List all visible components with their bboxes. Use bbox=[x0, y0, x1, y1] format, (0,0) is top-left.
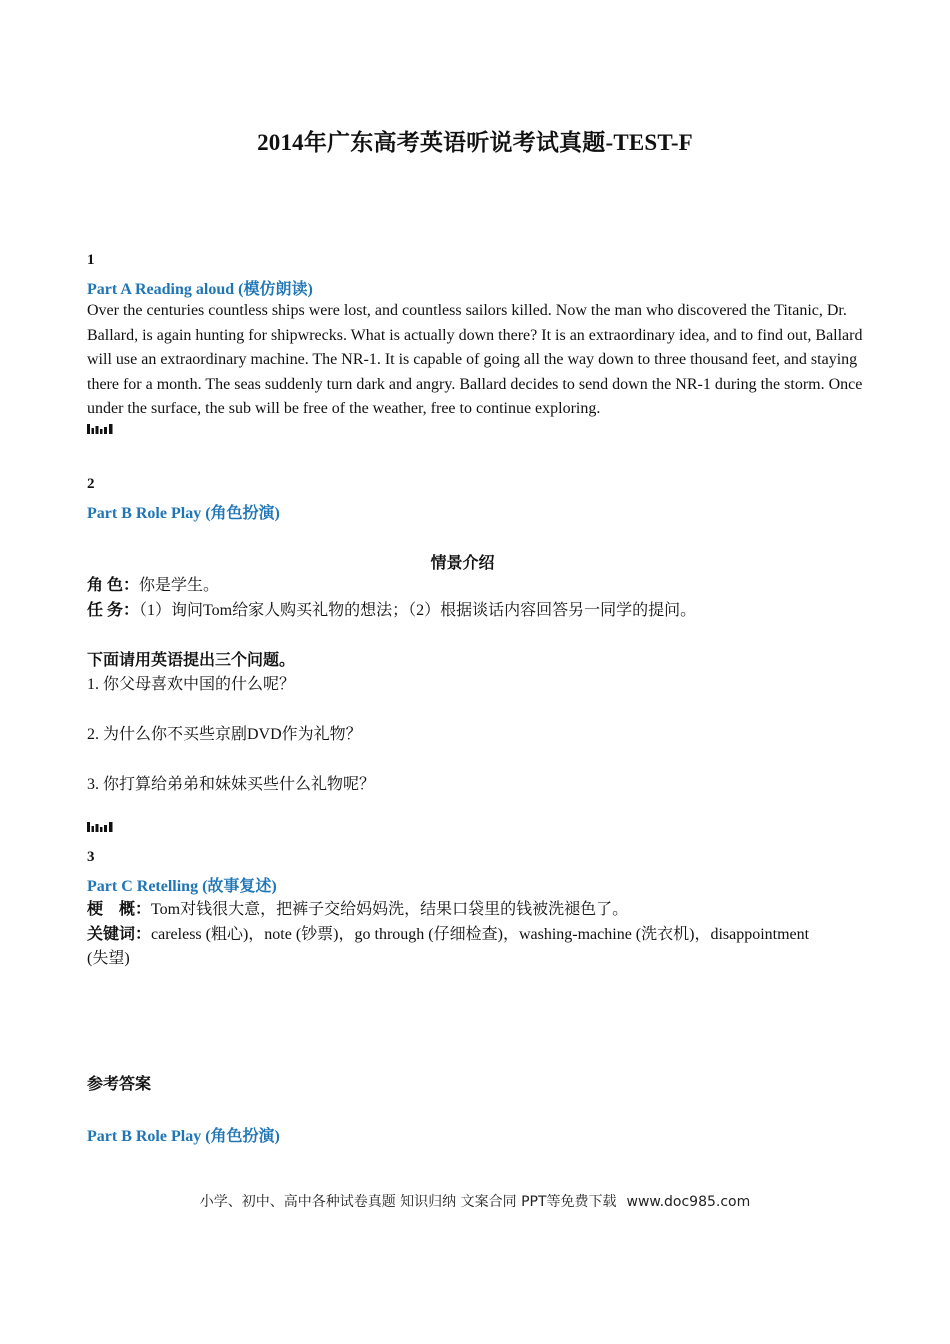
keywords-continuation: (失望) bbox=[87, 950, 130, 967]
answers-heading: 参考答案 bbox=[87, 1076, 152, 1093]
role-line bbox=[87, 574, 219, 598]
answers-part-b-heading: Part B Role Play (角色扮演) bbox=[87, 1128, 280, 1145]
audio-waveform-icon[interactable] bbox=[87, 821, 115, 833]
role-text: 你是学生。 bbox=[139, 577, 220, 594]
page-footer bbox=[0, 1191, 950, 1211]
page-title: 2014年广东高考英语听说考试真题-TEST-F bbox=[257, 130, 693, 155]
question-item: 1. 你父母喜欢中国的什么呢？ bbox=[87, 676, 296, 693]
section-number-1: 1 bbox=[87, 252, 95, 268]
part-c-heading: Part C Retelling (故事复述) bbox=[87, 878, 277, 895]
footer-url[interactable]: www.doc985.com bbox=[626, 1194, 751, 1210]
footer-text: 小学、初中、高中各种试卷真题 知识归纳 文案合同 PPT等免费下载 bbox=[199, 1194, 617, 1210]
question-instruction: 下面请用英语提出三个问题。 bbox=[87, 652, 296, 669]
question-item: 3. 你打算给弟弟和妹妹买些什么礼物呢？ bbox=[87, 776, 376, 793]
part-b-heading: Part B Role Play (角色扮演) bbox=[87, 505, 280, 522]
summary-line bbox=[87, 898, 628, 922]
keywords-text: careless (粗心)，note (钞票)，go through (仔细检查)，washing-machine (洗衣机)，disappointment bbox=[151, 926, 810, 943]
section-number-3: 3 bbox=[87, 849, 95, 865]
scenario-title: 情景介绍 bbox=[430, 555, 495, 572]
question-item: 2. 为什么你不买些京剧DVD作为礼物？ bbox=[87, 726, 362, 743]
section-number-2: 2 bbox=[87, 476, 95, 492]
task-text: （1）询问Tom给家人购买礼物的想法；（2）根据谈话内容回答另一同学的提问。 bbox=[139, 602, 697, 619]
keywords-label: 关键词： bbox=[87, 926, 152, 943]
reading-passage: Over the centuries countless ships were lost, and countless sailors killed. Now the man who discovered the Titanic, Dr. Ballard, is again hunting for shipwrecks. What is actually down there? It is an extraordinary idea, and to find out, Ballard will use an extraordinary machine. The NR-1. It is capable of going all the way down to three thousand feet, and staying there for a month. The seas suddenly turn dark and angry. Ballard decides to send down the NR-1 during the storm. Once under the surface, the sub will be free of the weather, free to continue exploring. bbox=[87, 302, 863, 418]
part-a-heading: Part A Reading aloud (模仿朗读) bbox=[87, 281, 313, 298]
audio-waveform-icon[interactable] bbox=[87, 423, 115, 435]
keywords-line bbox=[87, 923, 809, 947]
task-label: 任 务： bbox=[87, 602, 140, 619]
summary-label: 梗 概： bbox=[87, 901, 152, 918]
task-line bbox=[87, 599, 696, 623]
role-label: 角 色： bbox=[87, 577, 140, 594]
summary-text: Tom对钱很大意，把裤子交给妈妈洗，结果口袋里的钱被洗褪色了。 bbox=[151, 901, 629, 918]
